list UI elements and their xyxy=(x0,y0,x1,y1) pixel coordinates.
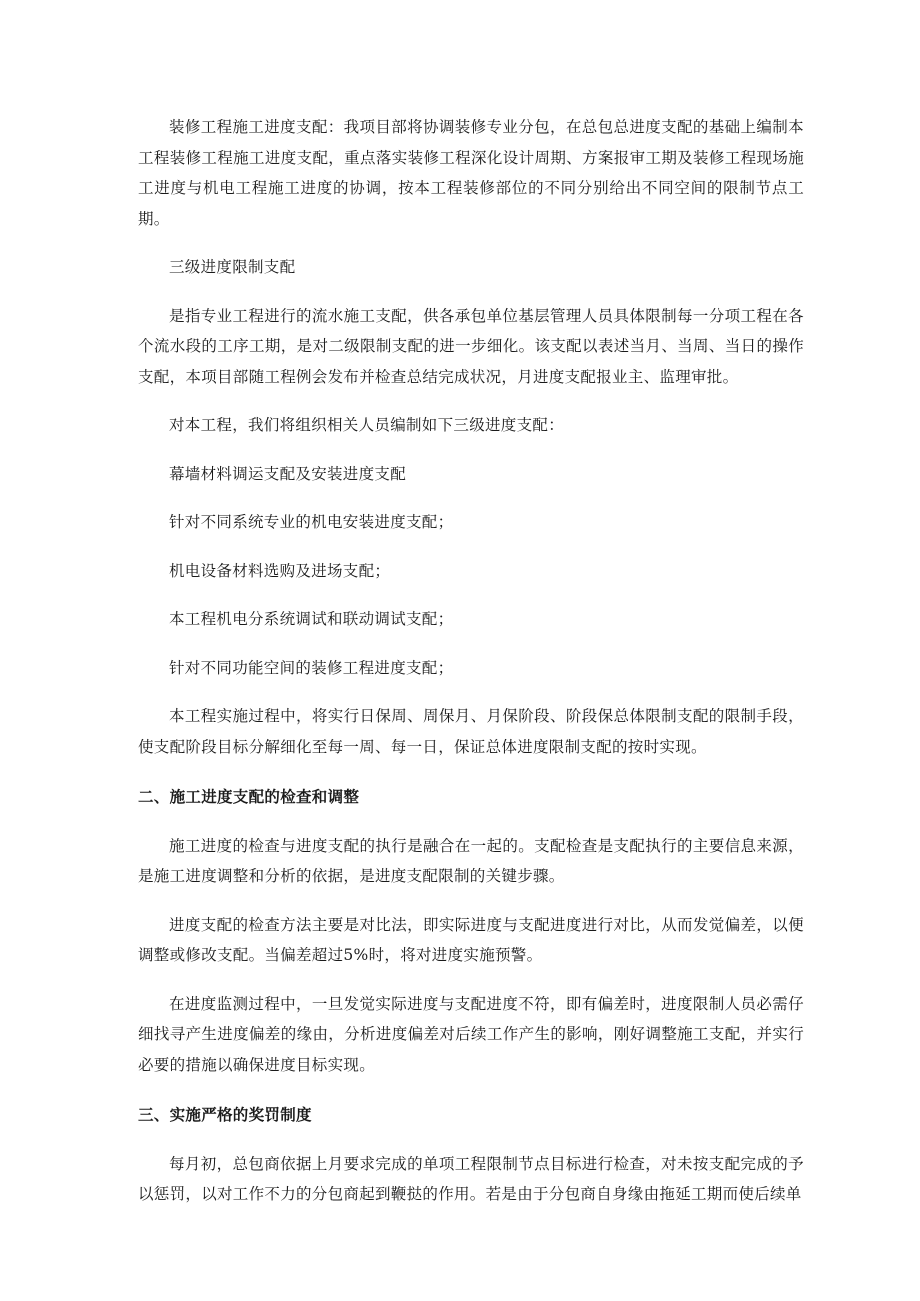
paragraph-inspection-basis: 施工进度的检查与进度支配的执行是融合在一起的。支配检查是支配执行的主要信息来源，是施工进度调整和分析的依据，是进度支配限制的关键步骤。 xyxy=(138,836,804,885)
paragraph-inspection-method: 进度支配的检查方法主要是对比法，即实际进度与支配进度进行对比，从而发觉偏差，以便调整或修改支配。当偏差超过5%时，将对进度实施预警。 xyxy=(138,915,804,964)
section-heading-rewards: 三、实施严格的奖罚制度 xyxy=(138,1106,312,1124)
paragraph-implementation: 本工程实施过程中，将实行日保周、周保月、月保阶段、阶段保总体限制支配的限制手段，使支配阶段目标分解细化至每一周、每一日，保证总体进度限制支配的按时实现。 xyxy=(138,707,804,756)
paragraph-level3-definition: 是指专业工程进行的流水施工支配，供各承包单位基层管理人员具体限制每一分项工程在各个流水段的工序工期，是对二级限制支配的进一步细化。该支配以表述当月、当周、当日的操作支配，本项目部随工程例会发布并检查总结完成状况，月进度支配报业主、监理审批。 xyxy=(138,306,804,386)
paragraph-monthly-check: 每月初，总包商依据上月要求完成的单项工程限制节点目标进行检查，对未按支配完成的予以惩罚，以对工作不力的分包商起到鞭挞的作用。若是由于分包商自身缘由拖延工期而使后续单 xyxy=(138,1154,804,1203)
paragraph-decoration-schedule: 装修工程施工进度支配：我项目部将协调装修专业分包，在总包总进度支配的基础上编制本工程装修工程施工进度支配，重点落实装修工程深化设计周期、方案报审工期及装修工程现场施工进度与机电工程施工进度的协调，按本工程装修部位的不同分别给出不同空间的限制节点工期。 xyxy=(138,118,804,228)
list-item-decoration-schedule: 针对不同功能空间的装修工程进度支配； xyxy=(169,658,454,677)
list-item-curtain-wall: 幕墙材料调运支配及安装进度支配 xyxy=(169,464,407,483)
paragraph-level3-intro: 对本工程，我们将组织相关人员编制如下三级进度支配： xyxy=(169,416,565,434)
section-heading-inspection: 二、施工进度支配的检查和调整 xyxy=(138,788,360,806)
paragraph-deviation-handling: 在进度监测过程中，一旦发觉实际进度与支配进度不符，即有偏差时，进度限制人员必需仔细找寻产生进度偏差的缘由，分析进度偏差对后续工作产生的影响，刚好调整施工支配，并实行必要的措施以确保进度目标实现。 xyxy=(138,994,804,1074)
document-body xyxy=(138,112,804,1210)
list-item-mep-commissioning: 本工程机电分系统调试和联动调试支配； xyxy=(169,610,454,628)
paragraph-level3-title: 三级进度限制支配 xyxy=(169,258,296,276)
list-item-mep-install: 针对不同系统专业的机电安装进度支配； xyxy=(169,513,454,531)
list-item-mep-procurement: 机电设备材料选购及进场支配； xyxy=(169,561,391,580)
